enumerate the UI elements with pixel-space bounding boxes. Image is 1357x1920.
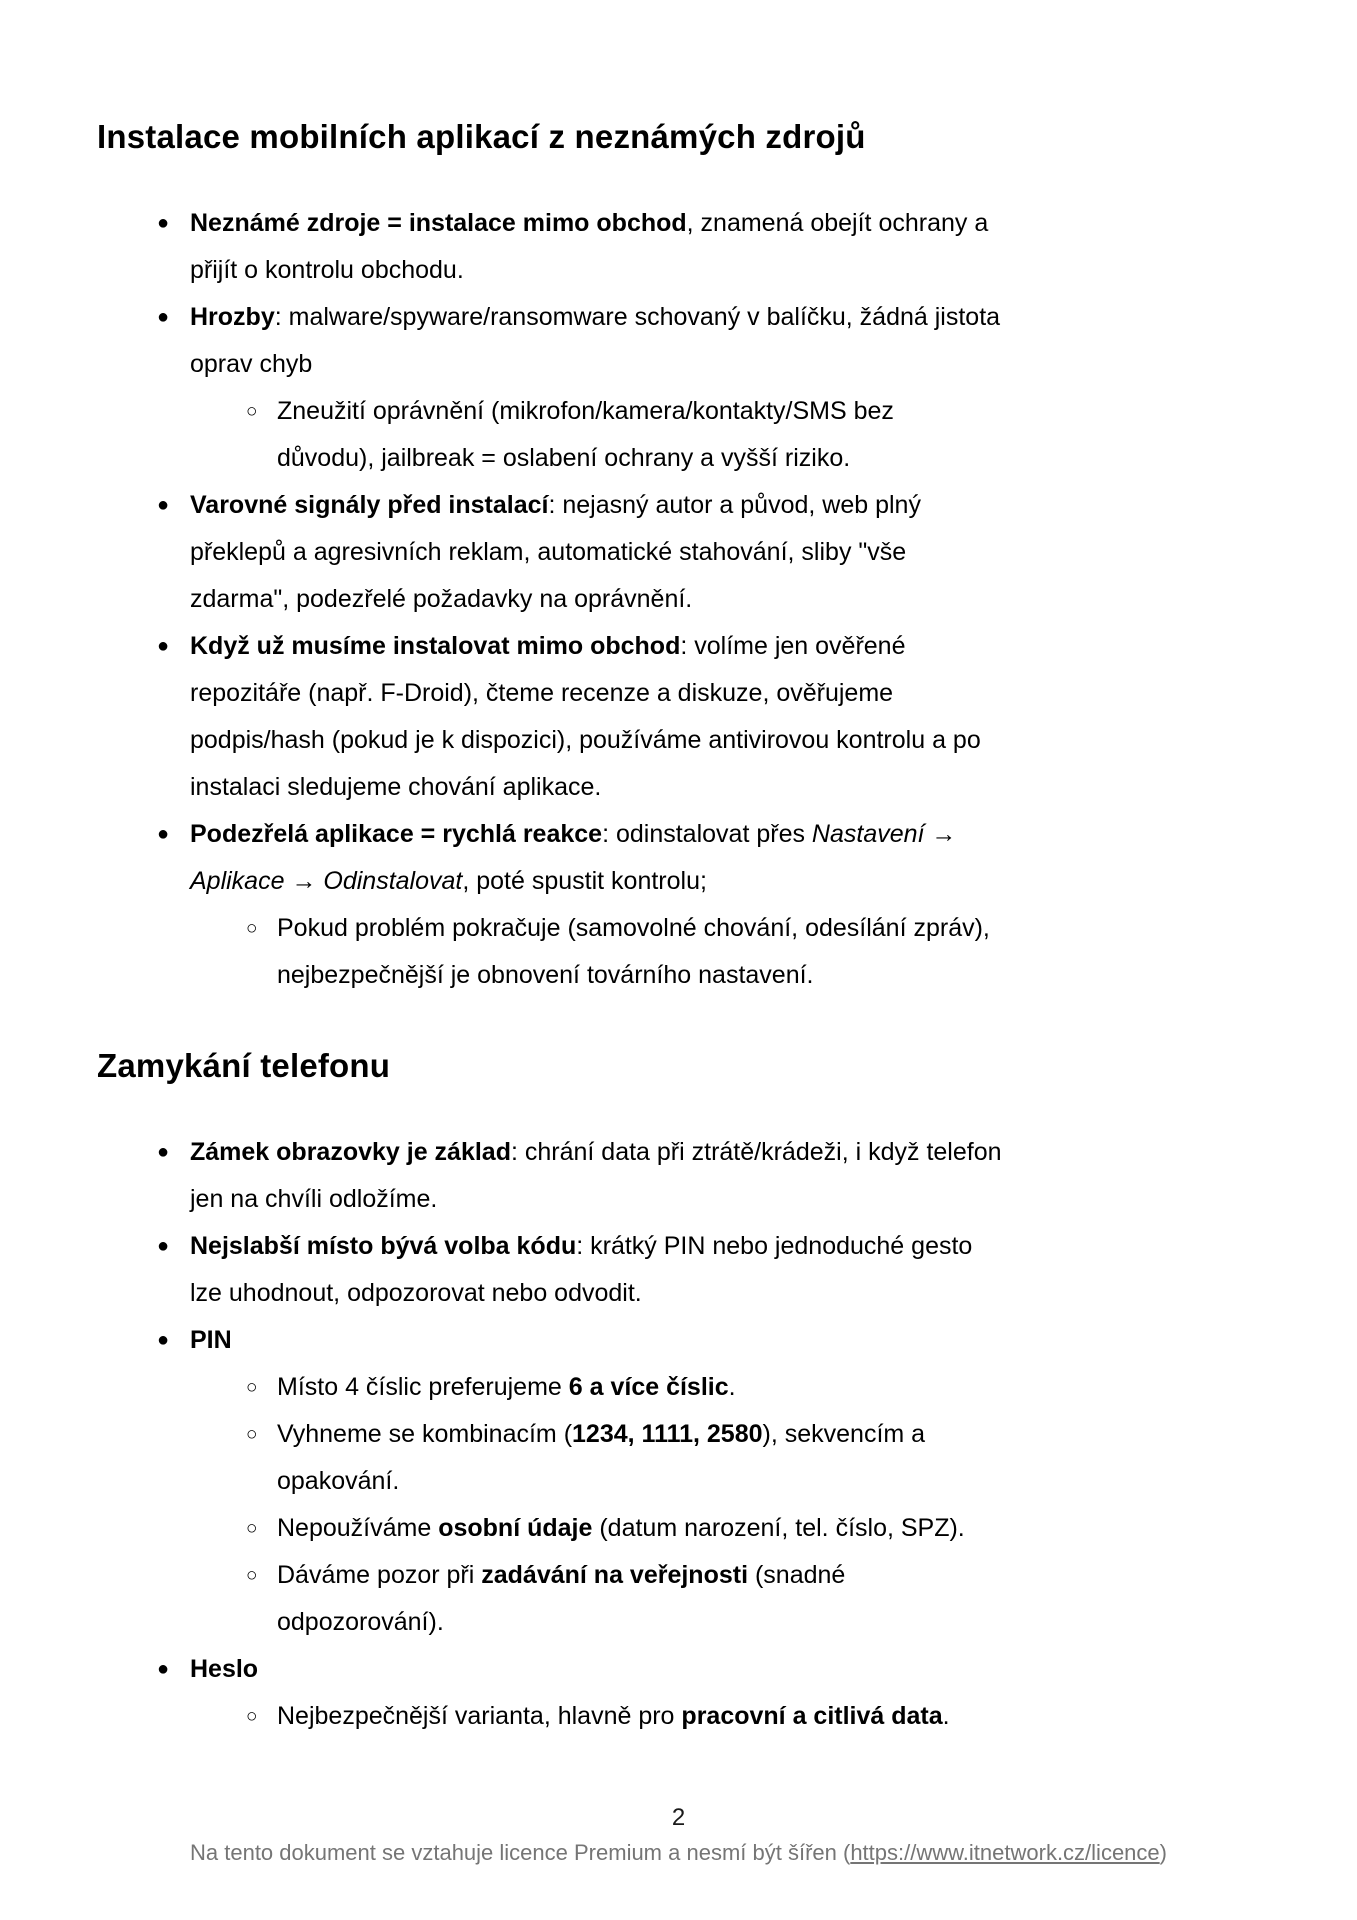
document-body bbox=[97, 114, 1287, 1740]
bullet-disc-icon: ● bbox=[157, 635, 170, 657]
list-item bbox=[97, 1223, 1287, 1317]
bullet-list bbox=[97, 1129, 1287, 1740]
list-item bbox=[97, 811, 1287, 905]
list-item-text: Neznámé zdroje = instalace mimo obchod, znamená obejít ochrany a přijít o kontrolu obchodu. bbox=[190, 209, 989, 284]
list-item bbox=[97, 1129, 1287, 1223]
section-heading: Instalace mobilních aplikací z neznámých zdrojů bbox=[97, 118, 866, 155]
bullet-circle-icon: ○ bbox=[246, 1377, 258, 1398]
bullet-disc-icon: ● bbox=[157, 1141, 170, 1163]
list-item-text: Heslo bbox=[190, 1655, 259, 1683]
section-heading: Zamykání telefonu bbox=[97, 1047, 391, 1084]
license-link[interactable]: https://www.itnetwork.cz/licence bbox=[850, 1840, 1160, 1865]
list-item-text: Nejbezpečnější varianta, hlavně pro pracovní a citlivá data. bbox=[277, 1702, 950, 1730]
list-item bbox=[97, 1552, 1287, 1646]
list-item bbox=[97, 294, 1287, 388]
bullet-disc-icon: ● bbox=[157, 306, 170, 328]
list-item-text: Zneužití oprávnění (mikrofon/kamera/kontakty/SMS bez důvodu), jailbreak = oslabení ochrany a vyšší riziko. bbox=[277, 397, 894, 472]
list-item bbox=[97, 1505, 1287, 1552]
list-item bbox=[97, 388, 1287, 482]
bullet-disc-icon: ● bbox=[157, 212, 170, 234]
bullet-list bbox=[97, 200, 1287, 999]
list-item bbox=[97, 1411, 1287, 1505]
license-text-suffix: ) bbox=[1159, 1840, 1167, 1865]
list-item-text: Pokud problém pokračuje (samovolné chování, odesílání zpráv), nejbezpečnější je obnovení továrního nastavení. bbox=[277, 914, 990, 989]
list-item bbox=[97, 1693, 1287, 1740]
list-item-text: Místo 4 číslic preferujeme 6 a více číslic. bbox=[277, 1373, 736, 1401]
bullet-circle-icon: ○ bbox=[246, 1518, 258, 1539]
list-item-text: Když už musíme instalovat mimo obchod: volíme jen ověřené repozitáře (např. F-Droid), čteme recenze a diskuze, ověřujeme podpis/hash (pokud je k dispozici), používáme antivirovou kontrolu a po instalaci sledujeme chování aplikace. bbox=[190, 632, 981, 801]
list-item-text: Nepoužíváme osobní údaje (datum narození, tel. číslo, SPZ). bbox=[277, 1514, 965, 1542]
list-item-text: Zámek obrazovky je základ: chrání data při ztrátě/krádeži, i když telefon jen na chvíli odložíme. bbox=[190, 1138, 1002, 1213]
list-item bbox=[97, 1364, 1287, 1411]
list-item bbox=[97, 623, 1287, 811]
bullet-disc-icon: ● bbox=[157, 1235, 170, 1257]
bullet-disc-icon: ● bbox=[157, 1658, 170, 1680]
list-item bbox=[97, 1646, 1287, 1693]
list-item-text: Hrozby: malware/spyware/ransomware schovaný v balíčku, žádná jistota oprav chyb bbox=[190, 303, 1001, 378]
bullet-disc-icon: ● bbox=[157, 823, 170, 845]
bullet-circle-icon: ○ bbox=[246, 1424, 258, 1445]
page-number: 2 bbox=[671, 1804, 686, 1831]
bullet-circle-icon: ○ bbox=[246, 401, 258, 422]
page-footer bbox=[0, 1804, 1357, 1866]
license-notice bbox=[0, 1840, 1357, 1866]
list-item bbox=[97, 482, 1287, 623]
list-item-text: Nejslabší místo bývá volba kódu: krátký PIN nebo jednoduché gesto lze uhodnout, odpozorovat nebo odvodit. bbox=[190, 1232, 973, 1307]
list-item bbox=[97, 1317, 1287, 1364]
list-item bbox=[97, 200, 1287, 294]
list-item bbox=[97, 905, 1287, 999]
bullet-disc-icon: ● bbox=[157, 1329, 170, 1351]
license-text-prefix: Na tento dokument se vztahuje licence Premium a nesmí být šířen ( bbox=[190, 1840, 851, 1865]
list-item-text: Varovné signály před instalací: nejasný autor a původ, web plný překlepů a agresivních reklam, automatické stahování, sliby "vše zdarma", podezřelé požadavky na oprávnění. bbox=[190, 491, 921, 613]
bullet-circle-icon: ○ bbox=[246, 918, 258, 939]
list-item-text: Podezřelá aplikace = rychlá reakce: odinstalovat přes Nastavení → Aplikace → Odinstalovat, poté spustit kontrolu; bbox=[190, 820, 957, 895]
list-item-text: Vyhneme se kombinacím (1234, 1111, 2580), sekvencím a opakování. bbox=[277, 1420, 926, 1495]
bullet-circle-icon: ○ bbox=[246, 1706, 258, 1727]
bullet-circle-icon: ○ bbox=[246, 1565, 258, 1586]
list-item-text: PIN bbox=[190, 1326, 232, 1354]
bullet-disc-icon: ● bbox=[157, 494, 170, 516]
list-item-text: Dáváme pozor při zadávání na veřejnosti (snadné odpozorování). bbox=[277, 1561, 846, 1636]
